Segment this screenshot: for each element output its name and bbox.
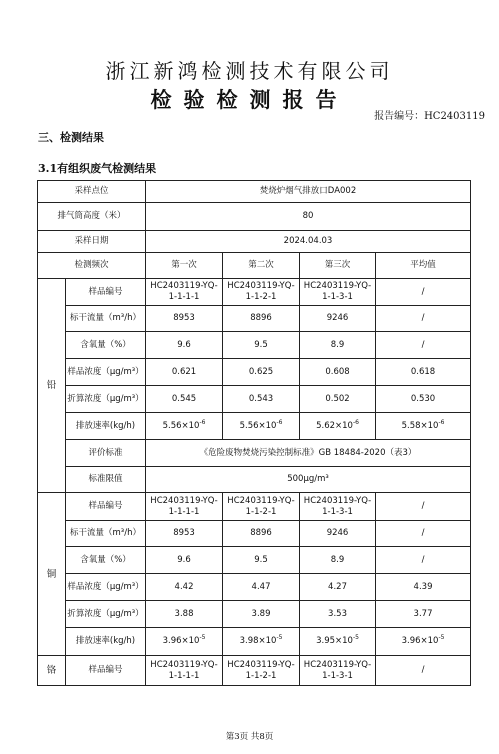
table-cell: HC2403119-YQ-1-1-1-1 [146,493,223,521]
table-cell: 8896 [223,306,300,332]
table-cell [300,413,376,440]
table-cell: 3.53 [300,601,376,628]
table-cell: 9.6 [146,332,223,359]
row-label: 样品浓度（μg/m³） [66,359,146,386]
height-label: 排气筒高度（米） [38,203,146,231]
table-cell: 4.47 [223,574,300,601]
row-label: 样品编号 [66,493,146,521]
row-label: 排放速率(kg/h) [66,413,146,440]
table-cell: 0.608 [300,359,376,386]
table-cell: / [376,306,471,332]
table-cell: HC2403119-YQ-1-1-3-1 [300,493,376,521]
table-cell: HC2403119-YQ-1-1-3-1 [300,279,376,306]
table-cell [146,413,223,440]
table-cell: 4.42 [146,574,223,601]
report-number: 报告编号：HC2403119 [374,111,485,122]
company-name: 浙江新鸿检测技术有限公司 [105,59,394,83]
standard-value: 《危险废物焚烧污染控制标准》GB 18484-2020（表3） [146,440,471,467]
table-cell: 4.27 [300,574,376,601]
col-third: 第三次 [300,253,376,279]
rate-mantissa: 3.96×10 [162,636,200,646]
row-label: 折算浓度（μg/m³） [66,601,146,628]
table-cell: / [376,279,471,306]
table-cell: 9246 [300,521,376,547]
report-title: 检验检测报告 [150,87,349,112]
rate-mantissa: 5.58×10 [401,420,439,431]
table-cell: HC2403119-YQ-1-1-1-1 [146,656,223,686]
row-label: 标干流量（m³/h） [66,306,146,332]
subsection-title: 3.1有组织废气检测结果 [38,162,157,175]
height-value: 80 [146,203,471,231]
table-cell: 0.543 [223,386,300,413]
table-cell: HC2403119-YQ-1-1-2-1 [223,279,300,306]
rate-exponent: -6 [352,418,359,426]
table-cell [376,413,471,440]
row-label: 含氧量（%） [66,332,146,359]
limit-value: 500μg/m³ [146,467,471,493]
rate-exponent: -5 [276,634,283,642]
table-cell: 0.502 [300,386,376,413]
table-cell: 8953 [146,521,223,547]
table-cell: / [376,332,471,359]
site-value: 焚烧炉烟气排放口DA002 [146,181,471,203]
rate-mantissa: 5.62×10 [316,420,353,431]
table-cell: 9.5 [223,547,300,574]
table-cell: 0.621 [146,359,223,386]
rate-mantissa: 3.98×10 [239,636,277,646]
site-label: 采样点位 [38,181,146,203]
table-cell: 0.618 [376,359,471,386]
date-label: 采样日期 [38,231,146,253]
table-cell: 0.545 [146,386,223,413]
rate-mantissa: 5.56×10 [239,420,277,431]
table-cell: / [376,521,471,547]
rate-mantissa: 3.95×10 [316,636,353,646]
table-cell: 0.530 [376,386,471,413]
table-cell: / [376,547,471,574]
date-value: 2024.04.03 [146,231,471,253]
row-label: 折算浓度（μg/m³） [66,386,146,413]
rate-mantissa: 3.96×10 [401,636,439,646]
table-cell: 8.9 [300,332,376,359]
table-cell: / [376,656,471,686]
rate-exponent: -6 [438,418,445,426]
col-second: 第二次 [223,253,300,279]
results-table [37,180,471,686]
table-cell [300,628,376,656]
section-title: 三、检测结果 [38,131,104,144]
row-label: 标干流量（m³/h） [66,521,146,547]
rate-exponent: -6 [199,418,206,426]
table-cell: 3.89 [223,601,300,628]
table-cell [223,413,300,440]
table-cell: 8953 [146,306,223,332]
rate-exponent: -5 [352,634,359,642]
table-cell: 8.9 [300,547,376,574]
rate-exponent: -6 [276,418,283,426]
table-cell [146,628,223,656]
table-cell: HC2403119-YQ-1-1-2-1 [223,656,300,686]
table-cell [223,628,300,656]
row-label: 样品编号 [66,279,146,306]
table-cell: / [376,493,471,521]
table-cell: 0.625 [223,359,300,386]
col-first: 第一次 [146,253,223,279]
table-cell: 9.6 [146,547,223,574]
row-label: 排放速率(kg/h) [66,628,146,656]
table-cell: 9.5 [223,332,300,359]
table-cell: HC2403119-YQ-1-1-3-1 [300,656,376,686]
metal-lead: 铅 [38,279,66,493]
table-cell: 8896 [223,521,300,547]
freq-label: 检测频次 [38,253,146,279]
table-cell: 3.88 [146,601,223,628]
row-label: 标准限值 [66,467,146,493]
row-label: 含氧量（%） [66,547,146,574]
metal-copper: 铜 [38,493,66,656]
table-cell: 4.39 [376,574,471,601]
table-cell: HC2403119-YQ-1-1-2-1 [223,493,300,521]
row-label: 样品编号 [66,656,146,686]
row-label: 样品浓度（μg/m³） [66,574,146,601]
row-label: 评价标准 [66,440,146,467]
table-cell: 9246 [300,306,376,332]
rate-mantissa: 5.56×10 [162,420,200,431]
page-number: 第3页 共8页 [225,732,274,742]
metal-chromium: 铬 [38,656,66,686]
table-cell: HC2403119-YQ-1-1-1-1 [146,279,223,306]
rate-exponent: -5 [438,634,445,642]
rate-exponent: -5 [199,634,206,642]
table-cell: 3.77 [376,601,471,628]
table-cell [376,628,471,656]
col-average: 平均值 [376,253,471,279]
